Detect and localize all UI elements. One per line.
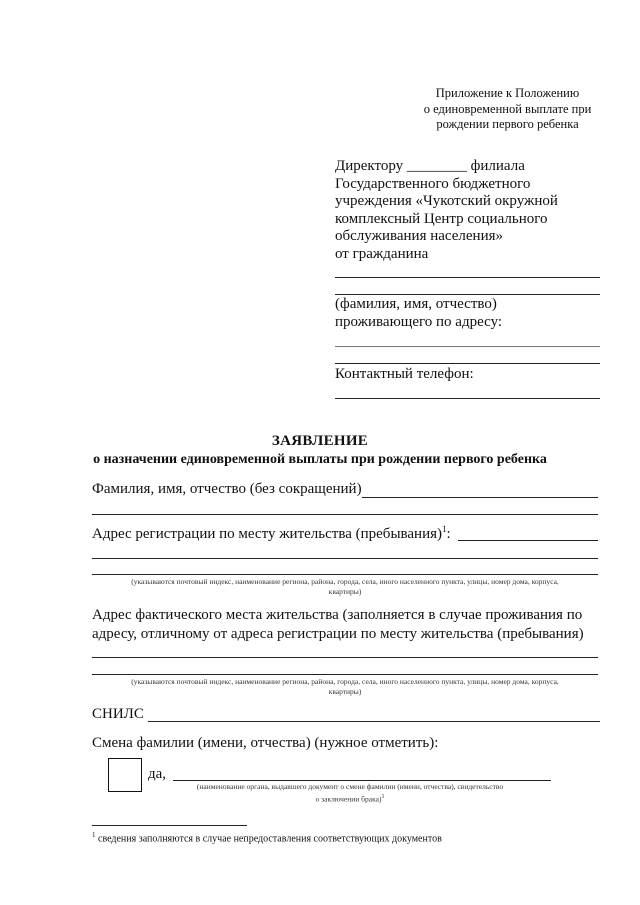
actual-address-line-a[interactable] bbox=[92, 657, 598, 658]
reg-address-hint-2: квартиры) bbox=[328, 587, 362, 596]
fio-field[interactable] bbox=[362, 497, 598, 498]
reg-address-field[interactable] bbox=[458, 540, 598, 541]
name-change-label: Смена фамилии (имени, отчества) (нужное отметить): bbox=[92, 735, 439, 751]
annex-note bbox=[405, 86, 610, 133]
actual-address-hint-1: (указываются почтовый индекс, наименование региона, района, города, села, иного населенного пункта, улицы, номер дома, корпуса, bbox=[131, 677, 559, 686]
addressee-line-6: от гражданина bbox=[335, 245, 429, 262]
annex-line-2: о единовременной выплате при bbox=[423, 101, 592, 116]
reg-address-label bbox=[92, 524, 451, 543]
actual-address-line-2: адресу, отличному от адреса регистрации по месту жительства (пребывания) bbox=[92, 625, 584, 642]
reg-address-hint bbox=[92, 577, 598, 597]
reg-address-label-text: Адрес регистрации по месту жительства (пребывания) bbox=[92, 526, 443, 542]
document-subtitle: о назначении единовременной выплаты при рождении первого ребенка bbox=[93, 452, 547, 467]
reg-address-line-3[interactable] bbox=[92, 574, 598, 575]
name-change-hint-2-wrap bbox=[160, 792, 540, 805]
residence-line-1[interactable] bbox=[335, 346, 600, 347]
applicant-name-line-1[interactable] bbox=[335, 277, 600, 278]
name-change-yes-label: да, bbox=[148, 766, 167, 782]
footnote-number: 1 bbox=[92, 831, 96, 839]
actual-address-line-b[interactable] bbox=[92, 674, 598, 675]
addressee-line-2: Государственного бюджетного bbox=[335, 175, 531, 192]
residing-label: проживающего по адресу: bbox=[335, 314, 503, 330]
annex-line-1: Приложение к Положению bbox=[435, 86, 580, 100]
snils-label: СНИЛС bbox=[92, 706, 144, 722]
footnote-separator bbox=[92, 825, 247, 826]
name-change-authority-field[interactable] bbox=[173, 780, 551, 781]
footnote bbox=[92, 831, 442, 844]
reg-address-hint-1: (указываются почтовый индекс, наименование региона, района, города, села, иного населенного пункта, улицы, номер дома, корпуса, bbox=[131, 577, 559, 586]
addressee-line-1: Директору ________ филиала bbox=[335, 158, 525, 174]
name-change-hint-1: (наименование органа, выдавшего документ о смене фамилии (имени, отчества), свидетельство bbox=[196, 782, 504, 791]
annex-line-3: рождении первого ребенка bbox=[436, 117, 579, 131]
name-change-hint-footnote-ref: 1 bbox=[381, 794, 385, 800]
fio-label: Фамилия, имя, отчество (без сокращений) bbox=[92, 481, 362, 497]
applicant-name-line-2[interactable] bbox=[335, 294, 600, 295]
document-title: ЗАЯВЛЕНИЕ bbox=[271, 433, 369, 449]
addressee-line-4: комплексный Центр социального bbox=[335, 210, 548, 227]
actual-address-hint-2: квартиры) bbox=[328, 687, 362, 696]
residence-line-2[interactable] bbox=[335, 363, 600, 364]
actual-address-label bbox=[92, 606, 604, 643]
actual-address-hint bbox=[92, 677, 598, 697]
addressee-line-3: учреждения «Чукотский окружной bbox=[335, 193, 558, 210]
reg-address-colon: : bbox=[446, 526, 451, 542]
name-change-hint bbox=[160, 782, 540, 805]
addressee-line-5: обслуживания населения» bbox=[335, 228, 503, 245]
name-change-hint-2: о заключении брака) bbox=[315, 794, 382, 804]
name-change-yes-checkbox[interactable] bbox=[108, 758, 142, 792]
fio-field-line-2[interactable] bbox=[92, 514, 598, 515]
phone-label: Контактный телефон: bbox=[335, 366, 474, 382]
reg-address-footnote-ref: 1 bbox=[442, 524, 447, 534]
snils-field[interactable] bbox=[148, 721, 600, 722]
footnote-text: сведения заполняются в случае непредоставления соответствующих документов bbox=[98, 833, 442, 845]
addressee-block bbox=[335, 158, 605, 264]
reg-address-line-2[interactable] bbox=[92, 558, 598, 559]
actual-address-line-1: Адрес фактического места жительства (заполняется в случае проживания по bbox=[92, 607, 583, 623]
phone-line[interactable] bbox=[335, 398, 600, 399]
fio-hint: (фамилия, имя, отчество) bbox=[335, 296, 497, 312]
